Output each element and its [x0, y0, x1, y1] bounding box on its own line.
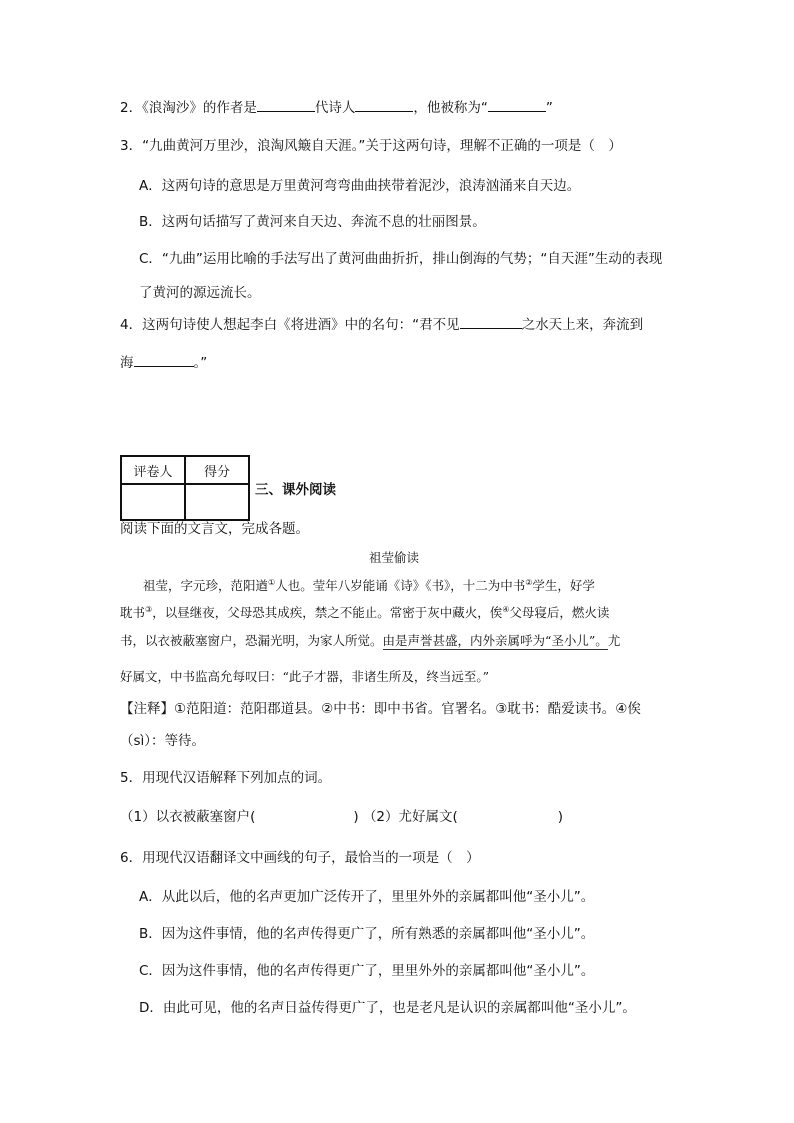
question-4-cont: 海 。” [120, 352, 207, 373]
section-title: 三、课外阅读 [255, 482, 336, 498]
reading-instructions: 阅读下面的文言文，完成各题。 [120, 521, 309, 537]
underlined-sentence: 由是声誉甚盛，内外亲属呼为“圣小儿”。 [382, 633, 608, 648]
answer-blank [355, 97, 413, 112]
passage-line-1: 祖莹，字元珍，范阳遒①人也。莹年八岁能诵《诗》《书》，十二为中书②学生，好学 [143, 577, 595, 593]
score-header: 得分 [185, 456, 249, 484]
question-2: 2．《浪淘沙》的作者是 代诗人 ，他被称为“ ” [120, 97, 553, 118]
passage-line-3: 书，以衣被蔽塞窗户，恐漏光明，为家人所觉。由是声誉甚盛，内外亲属呼为“圣小儿”。尤 [120, 633, 621, 648]
annotation-notes: 【注释】①范阳道：范阳郡道县。②中书：即中书省。官署名。③耽书：酷爱读书。④俟 [120, 701, 641, 717]
question-5-items: （1）以衣被蔽塞窗户( ) （2）尤好属文( ) [120, 809, 564, 825]
note-marker: ② [525, 577, 533, 587]
answer-blank [134, 352, 194, 367]
question-6-option-c: C．因为这件事情，他的名声传得更广了，里里外外的亲属都叫他“圣小儿”。 [139, 963, 595, 979]
question-3-stem: 3．“九曲黄河万里沙，浪淘风簸自天涯。”关于这两句诗，理解不正确的一项是（ ） [120, 138, 622, 154]
question-4: 4．这两句诗使人想起李白《将进酒》中的名句：“君不见 之水天上来，奔流到 [120, 314, 643, 335]
question-6-option-d: D．由此可见，他的名声日益传得更广了，也是老凡是认识的亲属都叫他“圣小儿”。 [139, 1000, 636, 1016]
answer-blank [488, 97, 546, 112]
question-6-option-b: B．因为这件事情，他的名声传得更广了，所有熟悉的亲属都叫他“圣小儿”。 [139, 926, 595, 942]
question-3-option-c: C．“九曲”运用比喻的手法写出了黄河曲曲折折，排山倒海的气势；“自天涯”生动的表现 [139, 251, 663, 267]
note-marker: ① [268, 577, 276, 587]
note-marker: ④ [502, 604, 510, 614]
question-3-option-a: A．这两句诗的意思是万里黄河弯弯曲曲挟带着泥沙，浪涛汹涌来自天边。 [139, 178, 581, 194]
annotation-notes-cont: （sì）：等待。 [120, 733, 206, 749]
note-marker: ③ [145, 604, 153, 614]
passage-line-4: 好属文，中书监高允每叹曰：“此子才器，非诸生所及，终当远至。” [120, 669, 490, 684]
reviewer-header: 评卷人 [121, 456, 185, 484]
question-6-stem: 6．用现代汉语翻译文中画线的句子，最恰当的一项是（ ） [120, 850, 480, 866]
question-6-option-a: A．从此以后，他的名声更加广泛传开了，里里外外的亲属都叫他“圣小儿”。 [139, 889, 595, 905]
reviewer-cell [121, 484, 185, 520]
question-3-option-c-cont: 了黄河的源远流长。 [139, 285, 261, 301]
score-cell [185, 484, 249, 520]
question-3-option-b: B．这两句话描写了黄河来自天边、奔流不息的壮丽图景。 [139, 214, 486, 230]
passage-title: 祖莹偷读 [369, 550, 420, 565]
answer-blank [460, 314, 522, 329]
question-5-stem: 5．用现代汉语解释下列加点的词。 [120, 770, 332, 786]
passage-line-2: 耽书③，以昼继夜，父母恐其成疾，禁之不能止。常密于灰中藏火，俟④父母寝后，燃火读 [120, 604, 610, 620]
answer-blank [257, 97, 315, 112]
grading-table [120, 455, 250, 521]
